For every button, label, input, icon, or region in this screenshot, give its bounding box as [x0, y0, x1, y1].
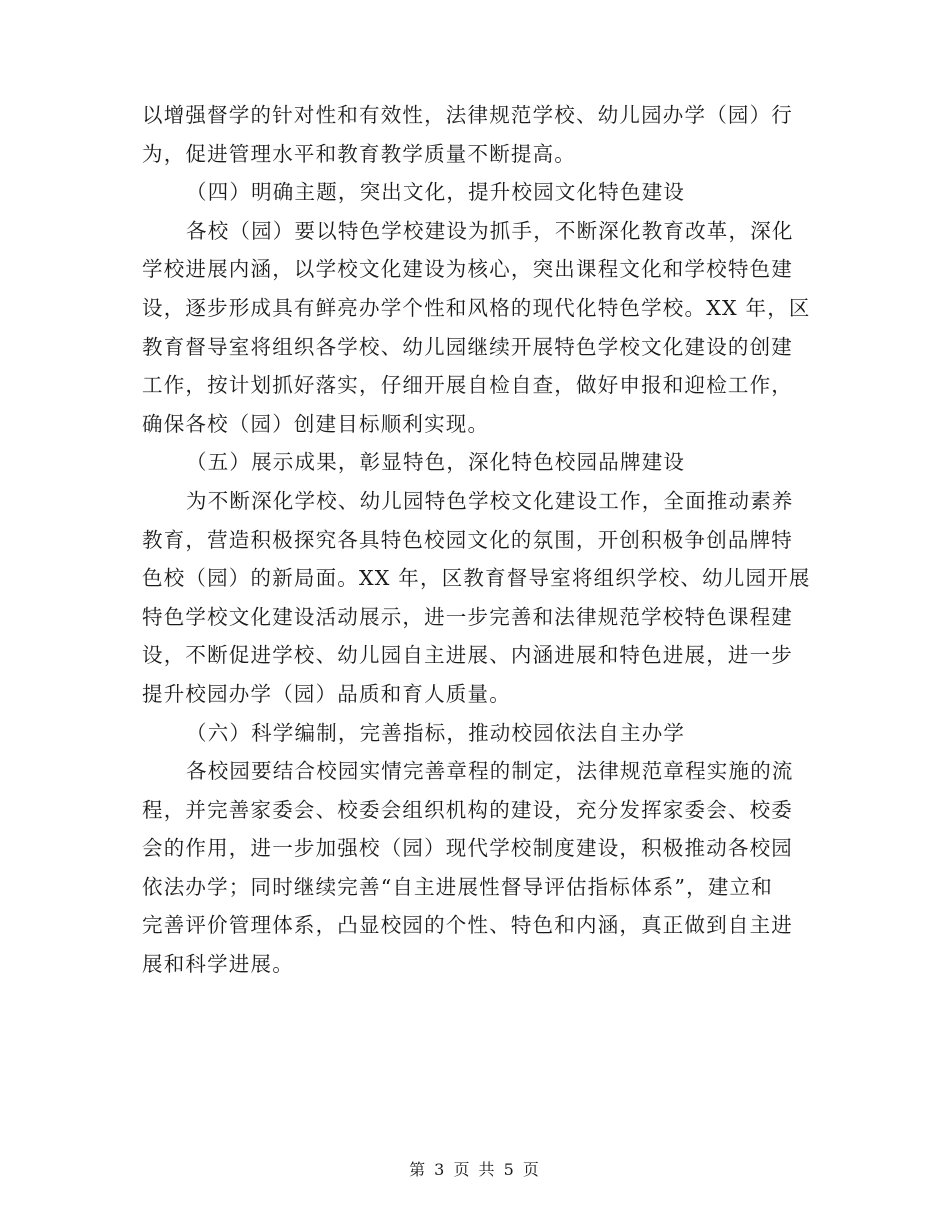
paragraph-line: 依法办学；同时继续完善“自主进展性督导评估指标体系”，建立和: [142, 874, 773, 899]
paragraph-line: 各校园要结合校园实情完善章程的制定，法律规范章程实施的流: [186, 759, 794, 784]
paragraph-line: 教育，营造积极探究各具特色校园文化的氛围，开创积极争创品牌特: [142, 527, 793, 552]
paragraph-line: 工作，按计划抓好落实，仔细开展自检自查，做好申报和迎检工作，: [142, 373, 793, 398]
section-heading: （六）科学编制，完善指标，推动校园依法自主办学: [186, 720, 686, 745]
section-heading: （四）明确主题，突出文化，提升校园文化特色建设: [186, 180, 686, 205]
paragraph-line: 以增强督学的针对性和有效性，法律规范学校、幼儿园办学（园）行: [142, 103, 793, 127]
body-text: [142, 96, 822, 984]
paragraph-line: 确保各校（园）创建目标顺利实现。: [142, 411, 490, 436]
paragraph-line: 程，并完善家委会、校委会组织机构的建设，充分发挥家委会、校委: [142, 797, 793, 822]
paragraph-line: 为，促进管理水平和教育教学质量不断提高。: [142, 141, 576, 166]
paragraph-line: 各校（园）要以特色学校建设为抓手，不断深化教育改革，深化: [186, 218, 794, 243]
page-number-footer: 第 3 页 共 5 页: [409, 1160, 541, 1179]
paragraph-line: 会的作用，进一步加强校（园）现代学校制度建设，积极推动各校园: [142, 836, 793, 861]
paragraph-line: 教育督导室将组织各学校、幼儿园继续开展特色学校文化建设的创建: [142, 334, 793, 359]
paragraph-line: 色校（园）的新局面。XX 年，区教育督导室将组织学校、幼儿园开展: [142, 566, 811, 591]
paragraph-line: 展和科学进展。: [142, 952, 294, 977]
paragraph-line: 设，不断促进学校、幼儿园自主进展、内涵进展和特色进展，进一步: [142, 643, 793, 668]
paragraph-line: 为不断深化学校、幼儿园特色学校文化建设工作，全面推动素养: [186, 488, 794, 513]
paragraph-line: 特色学校文化建设活动展示，进一步完善和法律规范学校特色课程建: [142, 604, 793, 629]
paragraph-line: 设，逐步形成具有鲜亮办学个性和风格的现代化特色学校。XX 年，区: [142, 295, 811, 320]
paragraph-line: 完善评价管理体系，凸显校园的个性、特色和内涵，真正做到自主进: [142, 913, 793, 938]
section-heading: （五）展示成果，彰显特色，深化特色校园品牌建设: [186, 450, 686, 475]
paragraph-line: 提升校园办学（园）品质和育人质量。: [142, 681, 511, 706]
paragraph-line: 学校进展内涵，以学校文化建设为核心，突出课程文化和学校特色建: [142, 257, 793, 282]
